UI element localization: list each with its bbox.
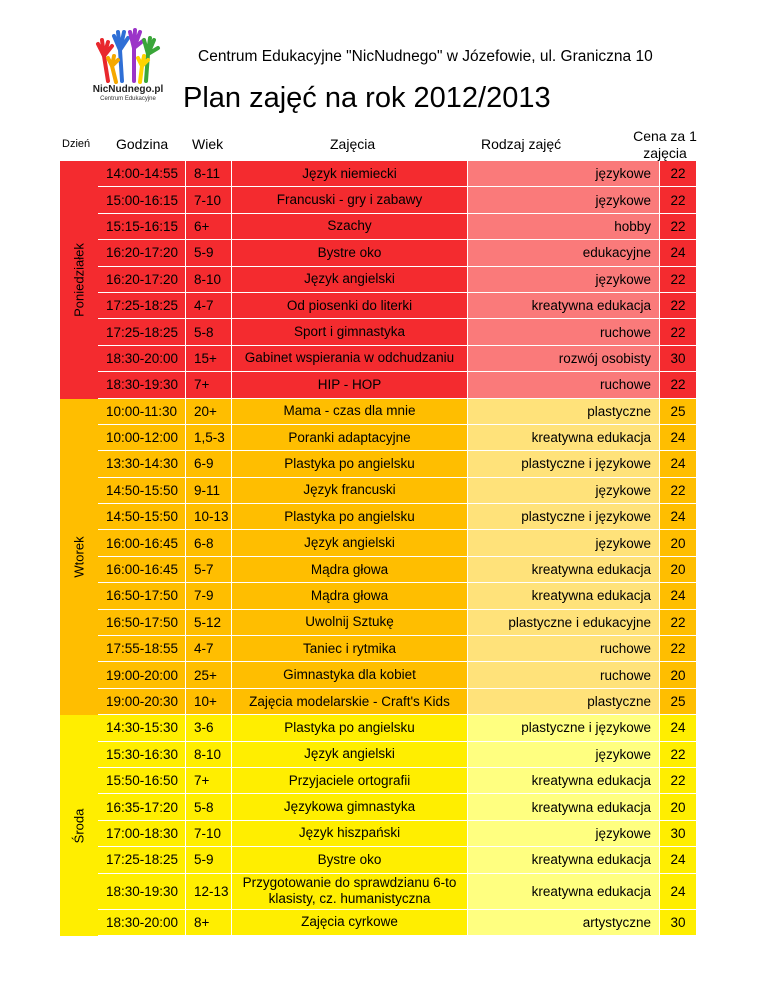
table-row xyxy=(98,742,696,768)
table-row xyxy=(98,372,696,398)
class-cell: Język angielski xyxy=(232,530,468,555)
column-header-day: Dzień xyxy=(62,138,91,150)
table-row xyxy=(98,319,696,345)
hands-logo-icon xyxy=(88,26,168,86)
type-cell: kreatywna edukacja xyxy=(468,583,660,608)
type-cell: kreatywna edukacja xyxy=(468,557,660,582)
hour-cell: 16:35-17:20 xyxy=(98,794,186,819)
logo-subtext: Centrum Edukacyjne xyxy=(100,96,156,102)
class-cell: Mądra głowa xyxy=(232,583,468,608)
age-cell: 10+ xyxy=(186,689,232,714)
table-row xyxy=(98,240,696,266)
hour-cell: 10:00-12:00 xyxy=(98,425,186,450)
hour-cell: 18:30-19:30 xyxy=(98,874,186,909)
age-cell: 4-7 xyxy=(186,636,232,661)
hour-cell: 13:30-14:30 xyxy=(98,451,186,476)
table-row xyxy=(98,346,696,372)
class-cell: Szachy xyxy=(232,214,468,239)
type-cell: językowe xyxy=(468,821,660,846)
age-cell: 5-9 xyxy=(186,847,232,872)
table-row xyxy=(98,214,696,240)
type-cell: kreatywna edukacja xyxy=(468,874,660,909)
price-cell: 22 xyxy=(660,636,696,661)
age-cell: 5-7 xyxy=(186,557,232,582)
table-row xyxy=(98,662,696,688)
price-cell: 22 xyxy=(660,319,696,344)
age-cell: 6+ xyxy=(186,214,232,239)
hour-cell: 16:50-17:50 xyxy=(98,610,186,635)
type-cell: artystyczne xyxy=(468,910,660,935)
age-cell: 25+ xyxy=(186,662,232,687)
price-cell: 25 xyxy=(660,689,696,714)
table-row xyxy=(98,874,696,910)
class-cell: Od piosenki do literki xyxy=(232,293,468,318)
type-cell: językowe xyxy=(468,161,660,186)
class-cell: Uwolnij Sztukę xyxy=(232,610,468,635)
age-cell: 8-10 xyxy=(186,267,232,292)
day-label xyxy=(60,715,98,936)
type-cell: plastyczne i językowe xyxy=(468,715,660,740)
table-row xyxy=(98,557,696,583)
hour-cell: 16:00-16:45 xyxy=(98,530,186,555)
hour-cell: 17:25-18:25 xyxy=(98,293,186,318)
column-header-age: Wiek xyxy=(192,136,224,152)
column-header-class: Zajęcia xyxy=(330,136,376,152)
table-row xyxy=(98,821,696,847)
price-cell: 20 xyxy=(660,794,696,819)
hour-cell: 17:25-18:25 xyxy=(98,847,186,872)
table-row xyxy=(98,267,696,293)
class-cell: Taniec i rytmika xyxy=(232,636,468,661)
age-cell: 8+ xyxy=(186,910,232,935)
age-cell: 10-13 xyxy=(186,504,232,529)
hour-cell: 16:20-17:20 xyxy=(98,240,186,265)
age-cell: 6-8 xyxy=(186,530,232,555)
price-cell: 24 xyxy=(660,240,696,265)
type-cell: językowe xyxy=(468,742,660,767)
column-header-price: Cena za 1 zajęcia xyxy=(633,128,697,161)
age-cell: 9-11 xyxy=(186,478,232,503)
age-cell: 12-13 xyxy=(186,874,232,909)
age-cell: 7+ xyxy=(186,768,232,793)
price-cell: 30 xyxy=(660,910,696,935)
day-name: Poniedziałek xyxy=(71,242,87,317)
type-cell: plastyczne xyxy=(468,689,660,714)
type-cell: plastyczne i edukacyjne xyxy=(468,610,660,635)
type-cell: ruchowe xyxy=(468,372,660,397)
hour-cell: 15:50-16:50 xyxy=(98,768,186,793)
class-cell: Gabinet wspierania w odchudzaniu xyxy=(232,346,468,371)
type-cell: plastyczne xyxy=(468,399,660,424)
day-block-wednesday xyxy=(60,715,98,936)
class-cell: Język francuski xyxy=(232,478,468,503)
page-title: Plan zajęć na rok 2012/2013 xyxy=(183,82,551,114)
type-cell: językowe xyxy=(468,478,660,503)
hour-cell: 18:30-20:00 xyxy=(98,910,186,935)
day-name: Środa xyxy=(71,808,87,844)
age-cell: 15+ xyxy=(186,346,232,371)
hour-cell: 14:50-15:50 xyxy=(98,478,186,503)
class-cell: Język angielski xyxy=(232,742,468,767)
type-cell: kreatywna edukacja xyxy=(468,293,660,318)
price-cell: 22 xyxy=(660,267,696,292)
table-row xyxy=(98,689,696,715)
class-cell: Bystre oko xyxy=(232,847,468,872)
type-cell: hobby xyxy=(468,214,660,239)
table-row xyxy=(98,478,696,504)
age-cell: 5-12 xyxy=(186,610,232,635)
hour-cell: 17:55-18:55 xyxy=(98,636,186,661)
price-cell: 24 xyxy=(660,847,696,872)
hour-cell: 16:50-17:50 xyxy=(98,583,186,608)
age-cell: 5-8 xyxy=(186,794,232,819)
table-row xyxy=(98,187,696,213)
type-cell: kreatywna edukacja xyxy=(468,847,660,872)
price-cell: 20 xyxy=(660,662,696,687)
price-cell: 24 xyxy=(660,583,696,608)
age-cell: 6-9 xyxy=(186,451,232,476)
price-cell: 25 xyxy=(660,399,696,424)
hour-cell: 14:50-15:50 xyxy=(98,504,186,529)
price-cell: 22 xyxy=(660,478,696,503)
hour-cell: 15:00-16:15 xyxy=(98,187,186,212)
type-cell: kreatywna edukacja xyxy=(468,425,660,450)
hour-cell: 15:15-16:15 xyxy=(98,214,186,239)
class-cell: Sport i gimnastyka xyxy=(232,319,468,344)
class-cell: Język niemiecki xyxy=(232,161,468,186)
class-cell: Język hiszpański xyxy=(232,821,468,846)
table-row xyxy=(98,425,696,451)
class-cell: Plastyka po angielsku xyxy=(232,504,468,529)
type-cell: edukacyjne xyxy=(468,240,660,265)
age-cell: 3-6 xyxy=(186,715,232,740)
column-header-hour: Godzina xyxy=(116,136,169,152)
price-cell: 22 xyxy=(660,768,696,793)
age-cell: 5-9 xyxy=(186,240,232,265)
age-cell: 7-10 xyxy=(186,821,232,846)
class-cell: Mama - czas dla mnie xyxy=(232,399,468,424)
age-cell: 5-8 xyxy=(186,319,232,344)
table-row xyxy=(98,847,696,873)
class-cell: Francuski - gry i zabawy xyxy=(232,187,468,212)
logo xyxy=(88,26,168,108)
logo-text: NicNudnego.pl xyxy=(92,84,164,95)
hour-cell: 17:00-18:30 xyxy=(98,821,186,846)
type-cell: kreatywna edukacja xyxy=(468,794,660,819)
type-cell: ruchowe xyxy=(468,636,660,661)
type-cell: plastyczne i językowe xyxy=(468,504,660,529)
hour-cell: 15:30-16:30 xyxy=(98,742,186,767)
hour-cell: 14:30-15:30 xyxy=(98,715,186,740)
class-cell: Bystre oko xyxy=(232,240,468,265)
price-cell: 22 xyxy=(660,742,696,767)
price-cell: 22 xyxy=(660,610,696,635)
hour-cell: 14:00-14:55 xyxy=(98,161,186,186)
hour-cell: 17:25-18:25 xyxy=(98,319,186,344)
type-cell: językowe xyxy=(468,187,660,212)
price-cell: 20 xyxy=(660,530,696,555)
price-cell: 24 xyxy=(660,451,696,476)
type-cell: plastyczne i językowe xyxy=(468,451,660,476)
class-cell: HIP - HOP xyxy=(232,372,468,397)
hour-cell: 18:30-19:30 xyxy=(98,372,186,397)
price-cell: 24 xyxy=(660,425,696,450)
price-cell: 24 xyxy=(660,715,696,740)
hour-cell: 19:00-20:00 xyxy=(98,662,186,687)
age-cell: 1,5-3 xyxy=(186,425,232,450)
hour-cell: 18:30-20:00 xyxy=(98,346,186,371)
day-label xyxy=(60,399,98,716)
table-row xyxy=(98,504,696,530)
table-row xyxy=(98,794,696,820)
class-cell: Zajęcia cyrkowe xyxy=(232,910,468,935)
class-cell: Gimnastyka dla kobiet xyxy=(232,662,468,687)
age-cell: 7+ xyxy=(186,372,232,397)
class-cell: Plastyka po angielsku xyxy=(232,451,468,476)
day-label xyxy=(60,161,98,399)
day-name: Wtorek xyxy=(71,536,87,578)
price-cell: 22 xyxy=(660,187,696,212)
class-cell: Zajęcia modelarskie - Craft's Kids xyxy=(232,689,468,714)
class-cell: Plastyka po angielsku xyxy=(232,715,468,740)
price-cell: 20 xyxy=(660,557,696,582)
age-cell: 7-9 xyxy=(186,583,232,608)
age-cell: 7-10 xyxy=(186,187,232,212)
age-cell: 8-11 xyxy=(186,161,232,186)
type-cell: językowe xyxy=(468,267,660,292)
age-cell: 8-10 xyxy=(186,742,232,767)
table-row xyxy=(98,451,696,477)
table-row xyxy=(98,636,696,662)
table-row xyxy=(98,610,696,636)
class-cell: Mądra głowa xyxy=(232,557,468,582)
table-row xyxy=(98,910,696,936)
hour-cell: 10:00-11:30 xyxy=(98,399,186,424)
class-cell: Przygotowanie do sprawdzianu 6-to klasisty, cz. humanistyczna xyxy=(232,874,468,909)
hour-cell: 16:20-17:20 xyxy=(98,267,186,292)
table-row xyxy=(98,715,696,741)
day-block-monday xyxy=(60,161,98,399)
class-cell: Poranki adaptacyjne xyxy=(232,425,468,450)
hour-cell: 16:00-16:45 xyxy=(98,557,186,582)
table-row xyxy=(98,530,696,556)
type-cell: rozwój osobisty xyxy=(468,346,660,371)
schedule-table xyxy=(98,161,696,936)
price-cell: 30 xyxy=(660,821,696,846)
hour-cell: 19:00-20:30 xyxy=(98,689,186,714)
age-cell: 20+ xyxy=(186,399,232,424)
price-cell: 22 xyxy=(660,372,696,397)
price-cell: 22 xyxy=(660,293,696,318)
price-cell: 22 xyxy=(660,161,696,186)
column-header-type: Rodzaj zajęć xyxy=(481,136,562,152)
type-cell: ruchowe xyxy=(468,319,660,344)
table-row xyxy=(98,399,696,425)
price-cell: 24 xyxy=(660,504,696,529)
type-cell: językowe xyxy=(468,530,660,555)
table-row xyxy=(98,583,696,609)
price-cell: 30 xyxy=(660,346,696,371)
organization-name: Centrum Edukacyjne "NicNudnego" w Józefowie, ul. Graniczna 10 xyxy=(198,48,653,65)
table-row xyxy=(98,768,696,794)
day-block-tuesday xyxy=(60,399,98,716)
class-cell: Językowa gimnastyka xyxy=(232,794,468,819)
class-cell: Język angielski xyxy=(232,267,468,292)
class-cell: Przyjaciele ortografii xyxy=(232,768,468,793)
price-cell: 24 xyxy=(660,874,696,909)
type-cell: ruchowe xyxy=(468,662,660,687)
table-row xyxy=(98,293,696,319)
table-row xyxy=(98,161,696,187)
type-cell: kreatywna edukacja xyxy=(468,768,660,793)
age-cell: 4-7 xyxy=(186,293,232,318)
price-cell: 22 xyxy=(660,214,696,239)
